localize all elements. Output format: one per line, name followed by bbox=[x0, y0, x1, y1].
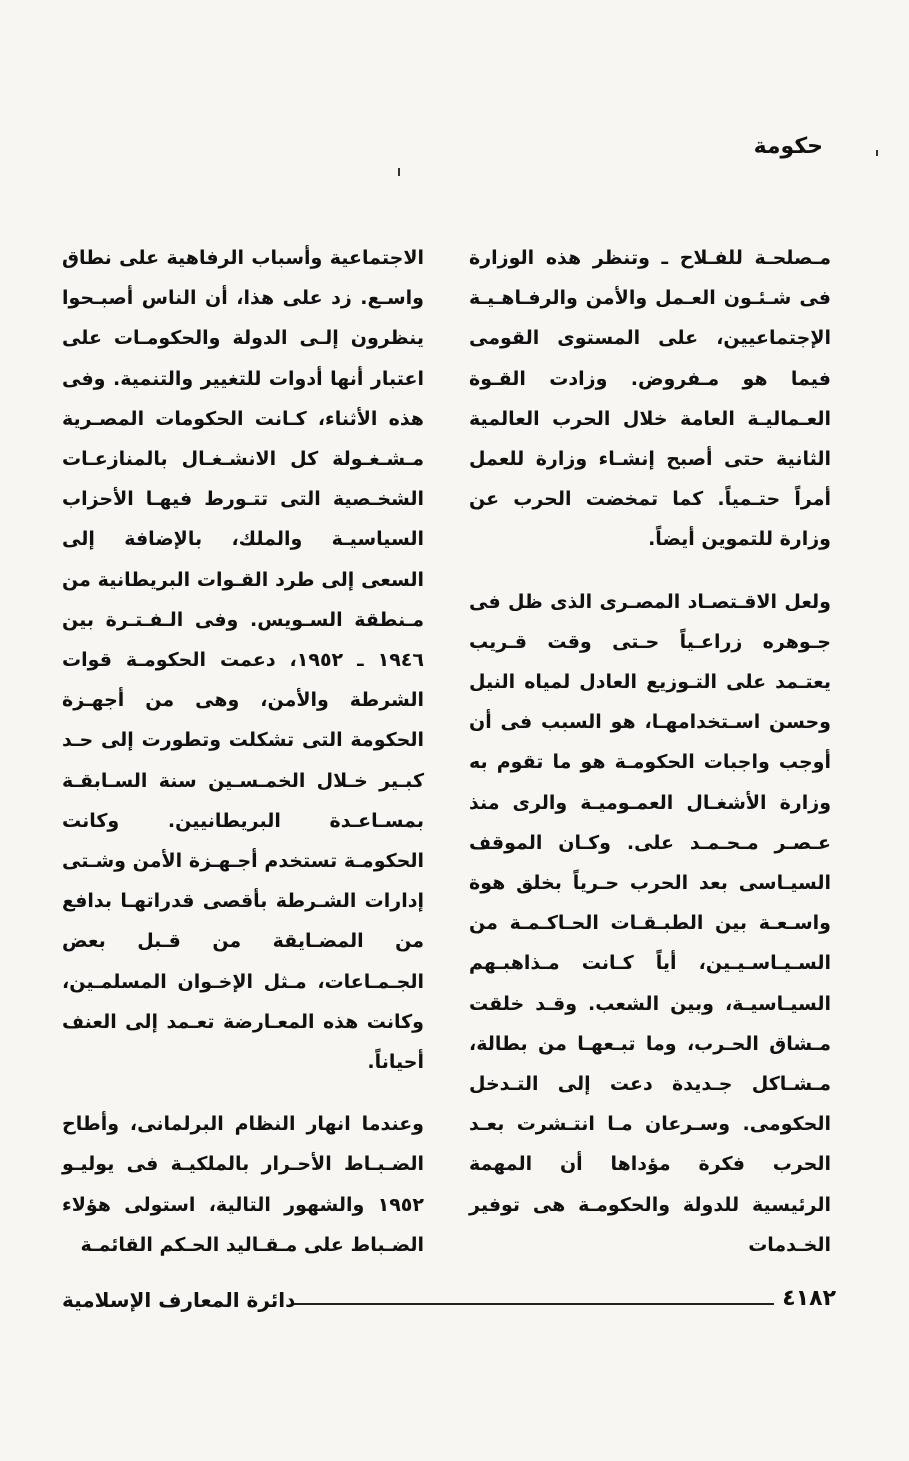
paragraph: الاجتماعية وأسباب الرفاهية على نطاق واسـع. زد على هذا، أن الناس أصبـحوا ينظرون إلـى الدولة والحكومـات على اعتبار أنها أدوات للتغيير والتنمية. وفى هذه الأثناء، كـانت الحكومات المصـرية مـشـغـولة كل الانشـغـال بالمنازعـات الشخـصية التى تتـورط فيهـا الأحزاب السياسيـة والملك، بالإضافة إلى السعى إلى طرد القـوات البريطانية من مـنطقة السـويس. وفى الـفـتـرة بين ١٩٤٦ ـ ١٩٥٢، دعمت الحكومـة قوات الشرطة والأمن، وهى من أجهـزة الحكومة التى تشكلت وتطورت إلى حـد كبـير خـلال الخمـسـين سنة السـابقـة بمسـاعـدة البريطانيين. وكانت الحكومـة تستخدم أجـهـزة الأمن وشـتى إدارات الشـرطة بأقصى قدراتهـا بدافع من المضـايقة من قـبل بعض الجـمـاعات، مـثل الإخـوان المسلمـين، وكانت هذه المعـارضة تعـمد إلى العنف أحياناً. bbox=[62, 247, 424, 1074]
scan-mark bbox=[398, 168, 400, 176]
running-title: حكومة bbox=[753, 134, 823, 159]
page-number: ٤١٨٢ bbox=[782, 1286, 836, 1311]
scan-mark bbox=[876, 150, 878, 156]
text-column-left bbox=[62, 238, 424, 1265]
encyclopedia-name: دائرة المعارف الإسلامية bbox=[62, 1288, 296, 1312]
paragraph: مـصلحـة للفـلاح ـ وتنظر هذه الوزارة فى شـئـون العـمل والأمن والرفـاهـيـة الإجتماعيين، على المستوى القومى فيما هو مـفروض. وزادت القـوة العـماليـة العامة خلال الحرب العالمية الثانية حتى أصبح إنشـاء وزارة للعمل أمراً حتـمياً. كما تمخضت الحرب عن وزارة للتموين أيضاً. bbox=[469, 247, 831, 551]
page-footer bbox=[62, 1286, 836, 1322]
footer-rule bbox=[292, 1303, 774, 1305]
paragraph: ولعل الاقـتصـاد المصـرى الذى ظل فى جـوهره زراعـياً حـتى وقت قـريب يعتـمد على التـوزيع العادل لمياه النيل وحسن اسـتخدامهـا، هو السبب فى أن أوجب واجبات الحكومـة هو ما تقوم به وزارة الأشغـال العمـوميـة والرى منذ عـصـر مـحـمـد على. وكـان الموقف السيـاسى بعد الحرب حـرياً بخلق هوة واسـعـة بين الطبـقـات الحـاكـمـة من السـيـاسـيـين، أياً كـانت مـذاهبـهم السيـاسيـة، وبين الشعب. وقـد خلقت مـشاق الحـرب، وما تبـعهـا من بطالة، مـشـاكل جـديدة دعت إلى التـدخل الحكومى. وسـرعان مـا انتـشرت بعـد الحرب فكرة مؤداها أن المهمة الرئيسية للدولة والحكومـة هى توفير الخـدمات bbox=[469, 590, 831, 1256]
paragraph: وعندما انهار النظام البرلمانى، وأطاح الضـبـاط الأحـرار بالملكيـة فى يوليـو ١٩٥٢ والشهور التالية، استولى هؤلاء الضـباط على مـقـاليد الحـكم القائمـة bbox=[62, 1113, 424, 1256]
text-column-right bbox=[469, 238, 831, 1265]
